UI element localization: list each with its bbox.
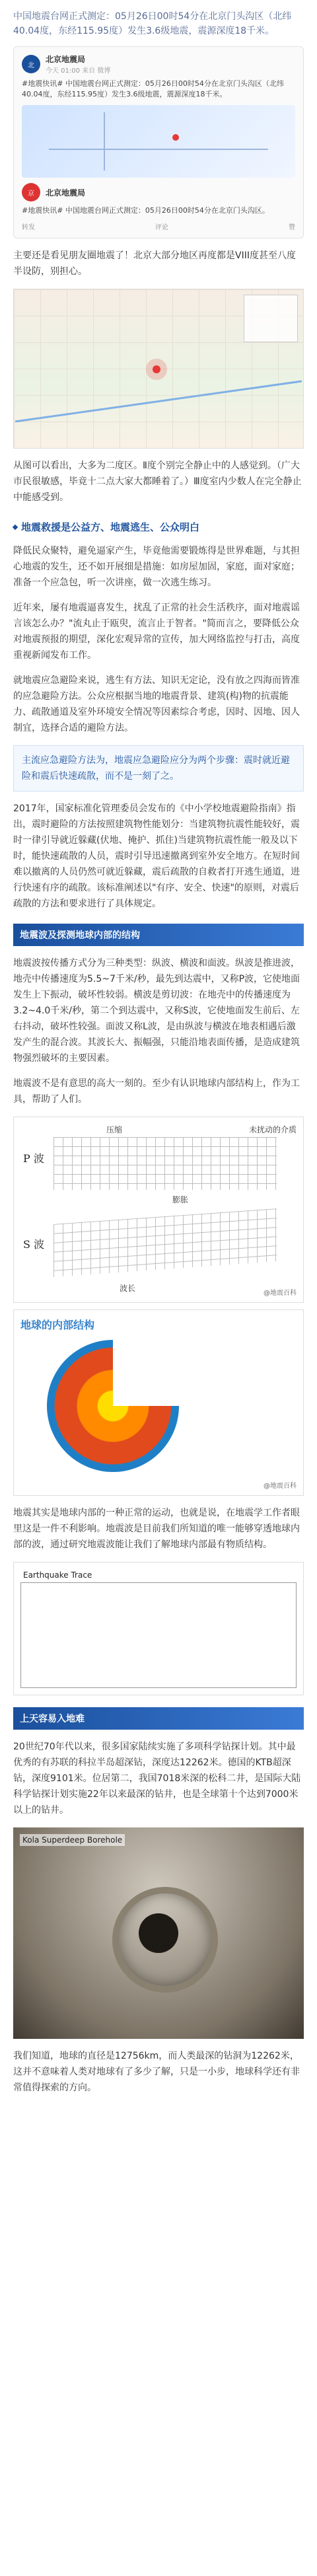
globe-cutaway	[113, 1340, 179, 1406]
post-map-image[interactable]	[22, 105, 295, 178]
map-road	[104, 112, 105, 170]
wave-diagram	[13, 1117, 304, 1303]
highlight-callout: 主流应急避险方法为，地震应急避险应分为两个步骤：震时就近避险和震后快速疏散，而不是一刻了之。	[13, 745, 304, 791]
weibo-repost-header	[22, 183, 295, 202]
figure-caption: Earthquake Trace	[20, 1569, 94, 1581]
like-button[interactable]: 赞	[289, 224, 295, 231]
post-text: #地震快讯# 中国地震台网正式测定：05月26日00时54分在北京门头沟区（北纬40.04度，东经115.95度）发生3.6级地震，震源深度18千米。	[22, 79, 284, 98]
compression-label: 压缩	[106, 1125, 123, 1134]
account-avatar: 北	[22, 55, 40, 73]
account-avatar: 京	[22, 183, 40, 202]
paragraph: 地震波不是有意思的高大一刻的。至少有认识地球内部结构上，作为工具，帮助了人们。	[13, 1078, 300, 1105]
map-road	[49, 149, 267, 150]
intensity-map	[13, 289, 304, 449]
seismogram-figure	[13, 1562, 304, 1695]
figure-watermark: @地震百科	[264, 1483, 297, 1490]
paragraph: 就地震应急避险来说，逃生有方法、知识无定论，没有放之四海而皆准的应急避险方法。公众应根据当地的地震背景、建筑(构)物的抗震能力、疏散通道及室外环境安全情况等因素综合考虑，因时、因地、因人制宜，选择合适的避险方法。	[13, 675, 300, 733]
p-wave-grid	[53, 1137, 277, 1190]
borehole-hole	[139, 1913, 178, 1953]
section-banner	[13, 924, 304, 946]
repost-text: #地震快讯# 中国地震台网正式测定：05月26日00时54分在北京门头沟区。	[22, 206, 269, 215]
post-meta: 今天 01:00 来自 微博	[46, 67, 111, 75]
article-page	[0, 9, 317, 2096]
paragraph: 主要还是看见朋友圈地震了！北京大部分地区再度都是VIII度甚至八度半设防，别担心。	[13, 250, 296, 277]
dilation-label: 膨胀	[172, 1195, 189, 1204]
paragraph: 地震其实是地球内部的一种正常的运动，也就是说，在地震学工作者眼里这是一件不利影响。地震波是目前我们所知道的唯一能够穿透地球内部的波，通过研究地震波能让我们了解地球内部最有物质结构。	[13, 1508, 300, 1550]
weibo-card[interactable]	[13, 46, 304, 239]
earth-structure-diagram	[13, 1309, 304, 1496]
section-banner-text: 地震波及探测地球内部的结构	[20, 930, 140, 941]
section-title-text: 地震救援是公益方、地震逃生、公众明白	[21, 521, 200, 533]
repost-button[interactable]: 转发	[22, 224, 35, 231]
section-banner	[13, 1707, 304, 1730]
headline-lead: 中国地震台网正式测定：05月26日00时54分在北京门头沟区（北纬40.04度，东经115.95度）发生3.6级地震，震源深度18千米。	[13, 11, 292, 36]
photo-caption: Kola Superdeep Borehole	[20, 1834, 125, 1846]
diamond-icon	[13, 524, 18, 529]
wavelength-label: 波长	[120, 1284, 136, 1293]
undisturbed-label: 未扰动的介质	[248, 1125, 297, 1134]
weibo-header	[22, 54, 295, 75]
figure-title: 地球的内部结构	[20, 1319, 95, 1331]
section-banner-text: 上天容易入地难	[20, 1714, 85, 1724]
paragraph: 2017年，国家标准化管理委员会发布的《中小学校地震避险指南》指出，震时避险的方法按照建筑物性能划分：当建筑物抗震性能较好，震时一律引导就近躲藏(伏地、掩护、抓住)当建筑物抗震性能一般及以下时，能快速疏散的人员，震时引导迅速撤离到室外安全地方。在短时间难以撤离的人员仍然可就近躲藏，震后疏散的自救者打开逃生通道，进行快速有序的疏散。该标准阐述以"有序、安全、快速"的原则，对震后疏散的方法和要求进行了具体规定。	[13, 803, 300, 909]
paragraph: 近年来，屡有地震逼喜发生，扰乱了正常的社会生活秩序，面对地震谣言该怎么办？"流丸止于瓯臾，流言止于智者。"简而言之，要降低公众对地震预报的期望，深化宏观异常的宣传，加大网络监控与打击，高度重视新闻发布工作。	[13, 603, 300, 661]
weibo-actions	[22, 221, 295, 231]
section-title	[13, 520, 304, 534]
map-legend	[244, 295, 298, 342]
s-wave-grid	[53, 1208, 277, 1277]
comment-button[interactable]: 评论	[155, 224, 168, 231]
headline	[0, 9, 317, 38]
borehole-photo	[13, 1827, 304, 2039]
p-wave-label: P 波	[23, 1152, 44, 1165]
paragraph: 20世纪70年代以来，很多国家陆续实施了多项科学钻探计划。其中最优秀的有苏联的科拉半岛超深钻，深度达12262米。德国的KTB超深钻，深度9101米。位居第二，我国7018米深的松科二井，是国际大陆科学钻探计划实施22年以来最深的钻井，也是全球第十个达到7000米以上的钻井。	[13, 1742, 301, 1816]
paragraph: 我们知道，地球的直径是12756km，而人类最深的钻洞为12262米，这并不意味着人类对地球有了多少了解，只是一小步，地球科学还有非常值得探索的方向。	[13, 2051, 300, 2093]
account-name[interactable]: 北京地震局	[46, 55, 86, 64]
figure-watermark: @地震百科	[264, 1290, 297, 1297]
paragraph: 从图可以看出，大多为二度区。Ⅱ度个别完全静止中的人感觉到。（广大市民很敏感，毕竟十二点大家大都睡着了。）Ⅲ度室内少数人在完全静止中能感受到。	[13, 460, 302, 503]
s-wave-label: S 波	[23, 1238, 45, 1251]
epicenter-marker	[172, 134, 179, 141]
paragraph: 降低民众聚特，避免逼家产生，毕竟他需要锻炼得是世界难题，与其担心地震的发生，还不如开展细是措施：如房屋加固，家庭，面对家庭；准备一个应急包，听一次讲座，做一次逃生练习。	[13, 546, 300, 588]
account-name[interactable]: 北京地震局	[46, 188, 86, 198]
seismogram-frame	[20, 1582, 297, 1688]
paragraph: 地震波按传播方式分为三种类型：纵波、横波和面波。纵波是推进波，地壳中传播速度为5.5~7千米/秒，最先到达震中，又称P波，它使地面发生上下振动，破坏性较弱。横波是剪切波：在地壳中的传播速度为3.2~4.0千米/秒，第二个到达震中，又称S波，它使地面发生前后、左右抖动，破坏性较强。面波又称L波，是由纵波与横波在地表相遇后激发产生的混合波。其波长大、振幅强，只能沿地表面传播，是造成建筑物强烈破坏的主要因素。	[13, 958, 300, 1064]
